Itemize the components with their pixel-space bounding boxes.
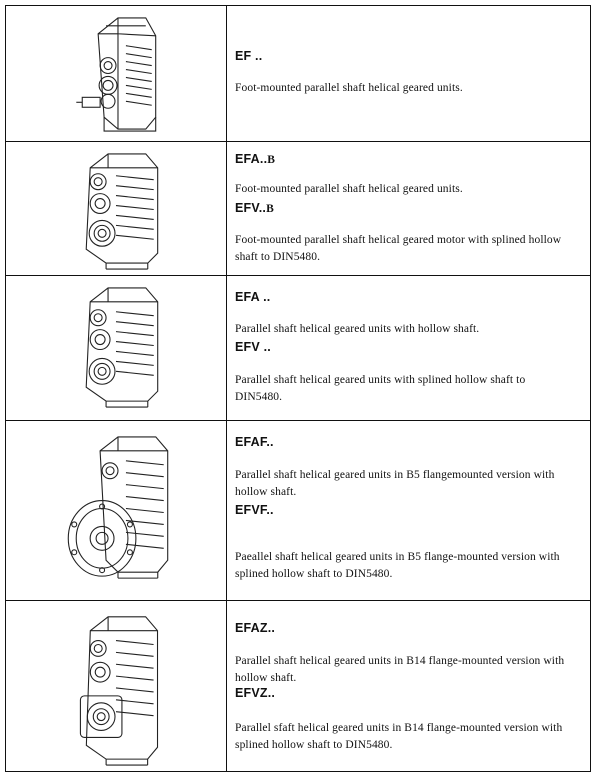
gear-unit-image <box>6 601 227 771</box>
model-description: Parallel shaft helical geared units with splined hollow shaft to DIN5480. <box>235 374 526 403</box>
description-cell <box>227 142 590 275</box>
table-row <box>5 420 591 600</box>
model-code: EFV .. <box>235 340 271 354</box>
model-description: Paeallel shaft helical geared units in B5 flange-mounted version with splined hollow shaft to DIN5480. <box>235 551 560 580</box>
model-description: Foot-mounted parallel shaft helical geared units. <box>235 82 463 94</box>
description-cell <box>227 6 590 141</box>
gear-unit-drawing <box>6 276 226 420</box>
model-code: EFV..B <box>235 201 274 215</box>
model-code: EFVZ.. <box>235 686 276 700</box>
description-cell <box>227 276 590 420</box>
gear-unit-image <box>6 6 227 141</box>
gear-unit-drawing <box>6 601 226 771</box>
table-row <box>5 600 591 772</box>
model-code: EFVF.. <box>235 503 274 517</box>
gear-unit-drawing <box>6 6 226 141</box>
model-description: Foot-mounted parallel shaft helical geared units. <box>235 183 463 195</box>
gear-unit-drawing <box>6 421 226 600</box>
model-code: EFA .. <box>235 290 271 304</box>
model-description: Foot-mounted parallel shaft helical geared motor with splined hollow shaft to DIN5480. <box>235 234 562 263</box>
model-description: Parallel sfaft helical geared units in B14 flange-mounted version with splined hollow shaft to DIN5480. <box>235 722 563 751</box>
gear-unit-image <box>6 142 227 275</box>
model-description: Parallel shaft helical geared units in B5 flangemounted version with hollow shaft. <box>235 469 555 498</box>
description-cell <box>227 601 590 771</box>
model-code: EF .. <box>235 49 263 63</box>
model-code: EFAZ.. <box>235 621 276 635</box>
gear-unit-image <box>6 421 227 600</box>
gear-unit-image <box>6 276 227 420</box>
gear-unit-drawing <box>6 142 226 275</box>
model-code: EFAF.. <box>235 435 274 449</box>
table-row <box>5 141 591 275</box>
table-row <box>5 275 591 420</box>
model-code: EFA..B <box>235 152 276 166</box>
model-description: Parallel shaft helical geared units in B14 flange-mounted version with hollow shaft. <box>235 655 565 684</box>
description-cell <box>227 421 590 600</box>
table-row <box>5 5 591 141</box>
model-description: Parallel shaft helical geared units with hollow shaft. <box>235 323 480 335</box>
